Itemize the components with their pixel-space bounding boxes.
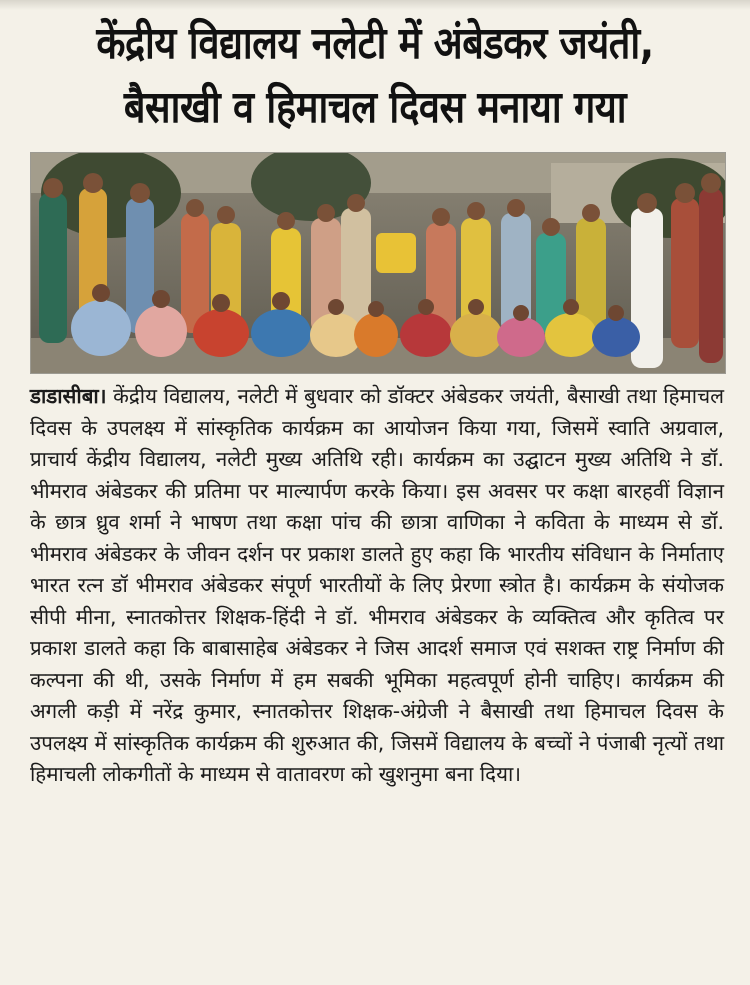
article-body [30, 381, 724, 791]
cut-off-bottom-edge [0, 962, 750, 985]
headline-line-1: केंद्रीय विद्यालय नलेटी में अंबेडकर जयंती, [96, 18, 654, 69]
news-photo [30, 152, 726, 374]
dateline: डाडासीबा। [30, 384, 107, 408]
group-photo-image [31, 153, 725, 373]
headline [20, 12, 730, 140]
headline-line-2: बैसाखी व हिमाचल दिवस मनाया गया [123, 82, 627, 133]
article-text: केंद्रीय विद्यालय, नलेटी में बुधवार को डॉक्टर अंबेडकर जयंती, बैसाखी तथा हिमाचल दिवस के उपलक्ष्य में सांस्कृतिक कार्यक्रम का आयोजन किया गया, जिसमें स्वाति अग्रवाल, प्राचार्य केंद्रीय विद्यालय, नलेटी मुख्य अतिथि रही। कार्यक्रम का उद्घाटन मुख्य अतिथि ने डॉ. भीमराव अंबेडकर की प्रतिमा पर माल्यार्पण करके किया। इस अवसर पर कक्षा बारहवीं विज्ञान के छात्र ध्रुव शर्मा ने भाषण तथा कक्षा पांच की छात्रा वाणिका ने कविता के माध्यम से डॉ. भीमराव अंबेडकर के जीवन दर्शन पर प्रकाश डालते हुए कहा कि भारतीय संविधान के निर्माताए भारत रत्न डॉ भीमराव अंबेडकर संपूर्ण भारतीयों के लिए प्रेरणा स्त्रोत है। कार्यक्रम के संयोजक सीपी मीना, स्नातकोत्तर शिक्षक-हिंदी ने डॉ. भीमराव अंबेडकर के व्यक्तित्व और कृतित्व पर प्रकाश डालते कहा कि बाबासाहेब अंबेडकर ने जिस आदर्श समाज एवं सशक्त राष्ट्र निर्माण की कल्पना की थी, उसके निर्माण में हम सबकी भूमिका महत्वपूर्ण होनी चाहिए। कार्यक्रम की अगली कड़ी में नरेंद्र कुमार, स्नातकोत्तर शिक्षक-अंग्रेजी ने बैसाखी तथा हिमाचल दिवस के उपलक्ष्य में सांस्कृतिक कार्यक्रम की शुरुआत की, जिसमें विद्यालय के बच्चों ने पंजाबी नृत्यों तथा हिमाचली लोकगीतों के माध्यम से वातावरण को खुशनुमा बना दिया। [30, 384, 724, 786]
cut-off-top-edge [0, 0, 750, 10]
